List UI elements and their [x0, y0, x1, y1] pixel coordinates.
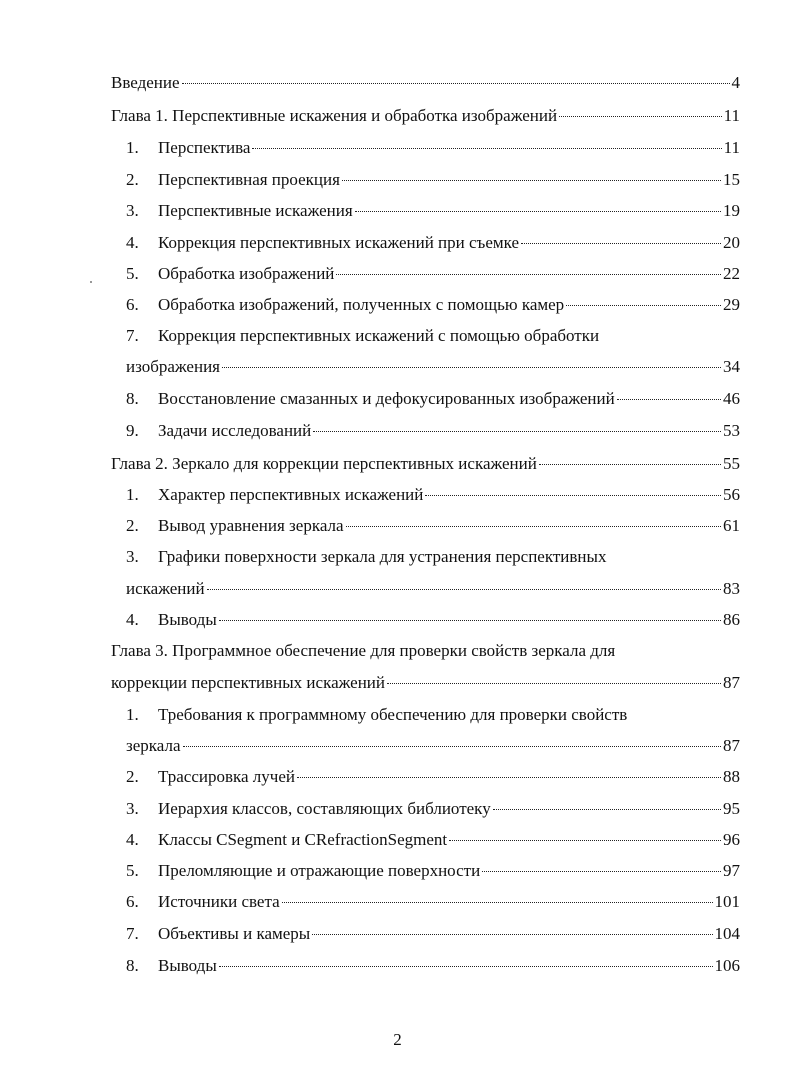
toc-chapter-3-first-line — [111, 638, 740, 664]
toc-entry-page: 19 — [723, 201, 740, 220]
toc-item-continuation — [126, 354, 740, 380]
dot-leader — [521, 242, 721, 244]
toc-item-title: Классы CSegment и CRefractionSegment — [158, 830, 448, 849]
toc-item-first-line — [126, 323, 740, 349]
toc-item-title: Графики поверхности зеркала для устранения перспективных — [158, 547, 607, 566]
toc-item-number: 7. — [126, 924, 139, 943]
toc-item-number: 3. — [126, 799, 139, 818]
toc-item — [126, 513, 740, 539]
dot-leader — [387, 682, 721, 684]
page-number: 2 — [393, 1030, 402, 1049]
toc-entry-title: Введение — [111, 73, 180, 92]
dot-leader — [313, 430, 721, 432]
toc-item-number: 1. — [126, 138, 139, 157]
toc-item-continuation — [126, 733, 740, 759]
toc-item-title-cont: зеркала — [126, 736, 181, 755]
toc-item-number: 1. — [126, 485, 139, 504]
toc-entry-page: 4 — [731, 73, 740, 92]
toc-item-number: 6. — [126, 892, 139, 911]
toc-item-title-cont: искажений — [126, 579, 205, 598]
toc-entry-page: 46 — [723, 389, 740, 408]
toc-item — [126, 953, 740, 979]
toc-item-first-line — [126, 544, 740, 570]
dot-leader — [566, 304, 721, 306]
scan-speck — [90, 281, 92, 283]
toc-item-title: Источники света — [158, 892, 280, 911]
toc-entry-page: 106 — [714, 956, 740, 975]
toc-item-number: 8. — [126, 389, 139, 408]
toc-item-title: Обработка изображений — [158, 264, 335, 283]
dot-leader — [222, 366, 721, 368]
toc-entry-page: 22 — [723, 264, 740, 283]
dot-leader — [183, 745, 722, 747]
toc-item-number: 7. — [126, 326, 139, 345]
dot-leader — [182, 82, 730, 84]
dot-leader — [252, 147, 721, 149]
toc-item-number: 9. — [126, 421, 139, 440]
toc-item-number: 2. — [126, 767, 139, 786]
toc-item-title: Перспективные искажения — [158, 201, 353, 220]
dot-leader — [425, 494, 721, 496]
toc-item-number: 6. — [126, 295, 139, 314]
toc-item-number: 2. — [126, 516, 139, 535]
toc-chapter-title-cont: коррекции перспективных искажений — [111, 673, 385, 692]
toc-item-title: Преломляющие и отражающие поверхности — [158, 861, 481, 880]
toc-entry-page: 104 — [714, 924, 740, 943]
toc-chapter-2 — [111, 451, 740, 477]
toc-item — [126, 889, 740, 915]
toc-entry-page: 29 — [723, 295, 740, 314]
toc-item-number: 2. — [126, 170, 139, 189]
toc-item-title: Коррекция перспективных искажений с помощью обработки — [158, 326, 600, 345]
toc-item-number: 4. — [126, 233, 139, 252]
toc-item-first-line — [126, 702, 740, 728]
toc-item-title: Перспективная проекция — [158, 170, 340, 189]
toc-entry-page: 11 — [723, 106, 740, 125]
toc-item-title: Вывод уравнения зеркала — [158, 516, 344, 535]
toc-item-title: Трассировка лучей — [158, 767, 295, 786]
dot-leader — [342, 179, 721, 181]
toc-item-title: Обработка изображений, полученных с помощью камер — [158, 295, 565, 314]
toc-item — [126, 482, 740, 508]
toc-item-title: Иерархия классов, составляющих библиотеку — [158, 799, 491, 818]
toc-item — [126, 418, 740, 444]
toc-item — [126, 135, 740, 161]
dot-leader — [482, 870, 721, 872]
dot-leader — [336, 273, 721, 275]
toc-item-title-cont: изображения — [126, 357, 220, 376]
dot-leader — [219, 619, 721, 621]
toc-item-number: 3. — [126, 201, 139, 220]
toc-item — [126, 167, 740, 193]
toc-chapter-title: Глава 2. Зеркало для коррекции перспективных искажений — [111, 454, 537, 473]
toc-item — [126, 921, 740, 947]
toc-item-title: Выводы — [158, 610, 217, 629]
toc-item-number: 4. — [126, 830, 139, 849]
dot-leader — [617, 398, 721, 400]
dot-leader — [449, 839, 721, 841]
toc-item — [126, 292, 740, 318]
dot-leader — [297, 776, 721, 778]
toc-chapter-3-continuation — [111, 670, 740, 696]
dot-leader — [539, 463, 721, 465]
toc-item-title: Выводы — [158, 956, 217, 975]
toc-chapter-1 — [111, 103, 740, 129]
toc-item — [126, 607, 740, 633]
toc-entry-page: 83 — [723, 579, 740, 598]
toc-entry-page: 86 — [723, 610, 740, 629]
toc-item-title: Коррекция перспективных искажений при съемке — [158, 233, 520, 252]
toc-entry-page: 55 — [723, 454, 740, 473]
toc-entry-page: 88 — [723, 767, 740, 786]
toc-item — [126, 858, 740, 884]
dot-leader — [207, 588, 721, 590]
toc-entry-page: 34 — [723, 357, 740, 376]
toc-item — [126, 198, 740, 224]
toc-entry-page: 95 — [723, 799, 740, 818]
toc-entry-page: 11 — [723, 138, 740, 157]
toc-item-title: Требования к программному обеспечению для проверки свойств — [158, 705, 628, 724]
toc-item — [126, 386, 740, 412]
toc-entry-page: 61 — [723, 516, 740, 535]
toc-entry-page: 96 — [723, 830, 740, 849]
toc-item-number: 5. — [126, 861, 139, 880]
dot-leader — [355, 210, 721, 212]
toc-item-title: Характер перспективных искажений — [158, 485, 424, 504]
toc-chapter-title: Глава 1. Перспективные искажения и обработка изображений — [111, 106, 558, 125]
toc-entry-page: 87 — [723, 673, 740, 692]
dot-leader — [493, 808, 721, 810]
toc-item-number: 4. — [126, 610, 139, 629]
toc-item-title: Восстановление смазанных и дефокусированных изображений — [158, 389, 615, 408]
toc-chapter-title: Глава 3. Программное обеспечение для проверки свойств зеркала для — [111, 641, 616, 660]
toc-item-continuation — [126, 576, 740, 602]
toc-entry-page: 97 — [723, 861, 740, 880]
toc-entry-page: 53 — [723, 421, 740, 440]
toc-item — [126, 796, 740, 822]
toc-item — [126, 827, 740, 853]
toc-item-number: 5. — [126, 264, 139, 283]
toc-item — [126, 764, 740, 790]
toc-entry-page: 56 — [723, 485, 740, 504]
toc-item-title: Объективы и камеры — [158, 924, 311, 943]
dot-leader — [346, 525, 721, 527]
toc-entry-page: 101 — [714, 892, 740, 911]
toc-entry-intro — [111, 70, 740, 96]
toc-item — [126, 261, 740, 287]
toc-item-title: Перспектива — [158, 138, 251, 157]
dot-leader — [219, 965, 713, 967]
toc-item-number: 1. — [126, 705, 139, 724]
dot-leader — [312, 933, 712, 935]
dot-leader — [559, 115, 722, 117]
toc-entry-page: 20 — [723, 233, 740, 252]
toc-item — [126, 230, 740, 256]
toc-entry-page: 15 — [723, 170, 740, 189]
toc-item-number: 3. — [126, 547, 139, 566]
toc-item-number: 8. — [126, 956, 139, 975]
toc-item-title: Задачи исследований — [158, 421, 312, 440]
dot-leader — [282, 901, 713, 903]
toc-entry-page: 87 — [723, 736, 740, 755]
